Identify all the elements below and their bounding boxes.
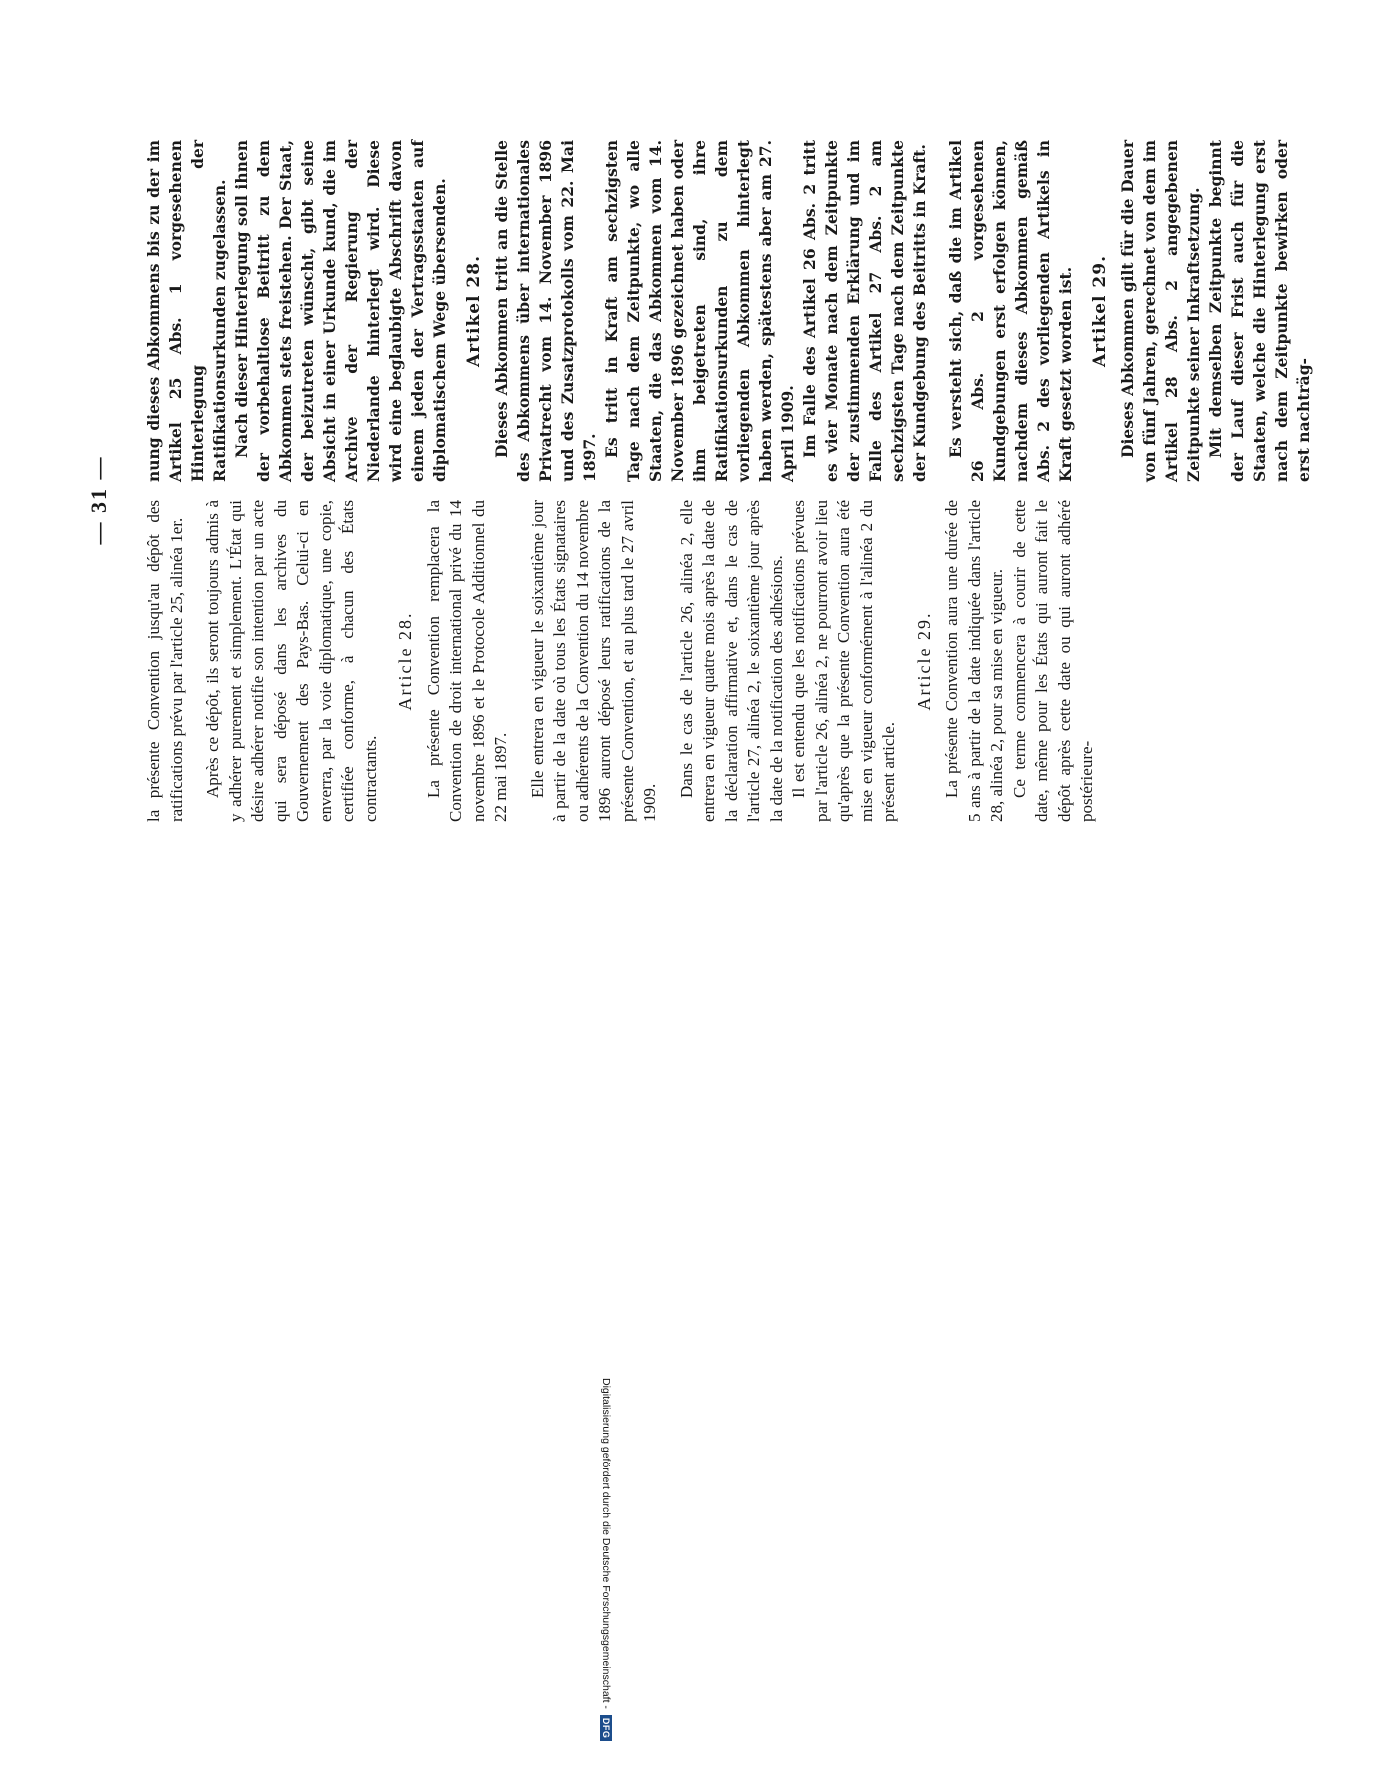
paragraph: Dieses Abkommen gilt für die Dauer von fünf Jahren, gerechnet von dem im Artikel 28 Abs. 2 angegebenen Zeitpunkte seiner Inkraftsetzung. [1118,140,1203,482]
paragraph: la présente Convention jusqu'au dépôt des ratifications prévu par l'article 25, alinéa 1er. [144,500,186,822]
paragraph: Ce terme commencera à courir de cette date, même pour les États qui auront fait le dépôt après cette date ou qui auront adhéré postérieure- [1009,500,1096,822]
article-29-heading: Article 29. [913,611,934,711]
paragraph: La présente Convention remplacera la Convention de droit international privé du 14 novembre 1896 et le Protocole Additionnel du 22 mai 1897. [423,500,510,822]
paragraph: Dans le cas de l'article 26, alinéa 2, elle entrera en vigueur quatre mois après la date de la déclaration affirmative et, dans le cas de l'article 27, alinéa 2, le soixantième jour après la date de la notification des adhésions. [676,500,786,822]
paragraph: Nach dieser Hinterlegung soll ihnen der vorbehaltlose Beitritt zu dem Abkommen stets freistehen. Der Staat, der beizutreten wünscht, gibt seine Absicht in einer Urkunde kund, die im Archive der Regierung der Niederlande hinterlegt wird. Diese wird eine beglaubigte Abschrift davon einem jeden der Vertragsstaaten auf diplomatischem Wege übersenden. [232,140,449,482]
paragraph: Es versteht sich, daß die im Artikel 26 Abs. 2 vorgesehenen Kundgebungen erst erfolgen können, nachdem dieses Abkommen gemäß Abs. 2 des vorliegenden Artikels in Kraft gesetzt worden ist. [946,140,1075,482]
digitization-credit [600,1378,612,1768]
artikel-28-heading: Artikel 28. [464,255,484,368]
paragraph: La présente Convention aura une durée de 5 ans à partir de la date indiquée dans l'article 28, alinéa 2, pour sa mise en vigueur. [942,500,1006,822]
paragraph: Es tritt in Kraft am sechzigsten Tage nach dem Zeitpunkte, wo alle Staaten, die das Abkommen vom 14. November 1896 gezeichnet haben oder ihm beigetreten sind, ihre Ratifikationsurkunden zu dem vorliegenden Abkommen hinterlegt haben werden, spätestens aber am 27. April 1909. [602,140,797,482]
paragraph: Mit demselben Zeitpunkte beginnt der Lauf dieser Frist auch für die Staaten, welche die Hinterlegung erst nach dem Zeitpunkte bewirken oder erst nachträg- [1206,140,1313,482]
article-28-heading: Article 28. [395,611,415,711]
page-number: — 31 — [86,455,111,545]
paragraph: Elle entrera en vigueur le soixantième jour à partir de la date où tous les États signataires ou adhérents de la Convention du 14 novembre 1896 auront déposé leurs ratifications de la présente Convention, et au plus tard le 27 avril 1909. [527,500,659,822]
french-column [143,500,1099,822]
paragraph: Après ce dépôt, ils seront toujours admis à y adhérer purement et simplement. L'État qui désire adhérer notifie son intention par un acte qui sera déposé dans les archives du Gouvernement des Pays-Bas. Celui-ci en enverra, par la voie diplomatique, une copie, certifiée conforme, à chacun des États contractants. [203,500,380,822]
credit-text: Digitalisierung gefördert durch die Deutsche Forschungsgemeinschaft - [600,1378,612,1709]
dfg-logo: DFG [600,1715,612,1742]
paragraph: Im Falle des Artikel 26 Abs. 2 tritt es vier Monate nach dem Zeitpunkte der zustimmenden Erklärung und im Falle des Artikel 27 Abs. 2 am sechzigsten Tage nach dem Zeitpunkte der Kundgebung des Beitritts in Kraft. [800,140,929,482]
paragraph: nung dieses Abkommens bis zu der im Artikel 25 Abs. 1 vorgesehenen Hinterlegung der Ratifikationsurkunden zugelassen. [144,140,229,482]
artikel-29-heading: Artikel 29. [1090,255,1110,368]
paragraph: Il est entendu que les notifications prévues par l'article 26, alinéa 2, ne pourront avoir lieu qu'après que la présente Convention aura été mise en vigueur conformément à l'alinéa 2 du présent article. [789,500,898,822]
paragraph: Dieses Abkommen tritt an die Stelle des Abkommens über internationales Privatrecht vom 14. November 1896 und des Zusatzprotokolls vom 22. Mai 1897. [492,140,599,482]
german-column [143,140,1315,482]
